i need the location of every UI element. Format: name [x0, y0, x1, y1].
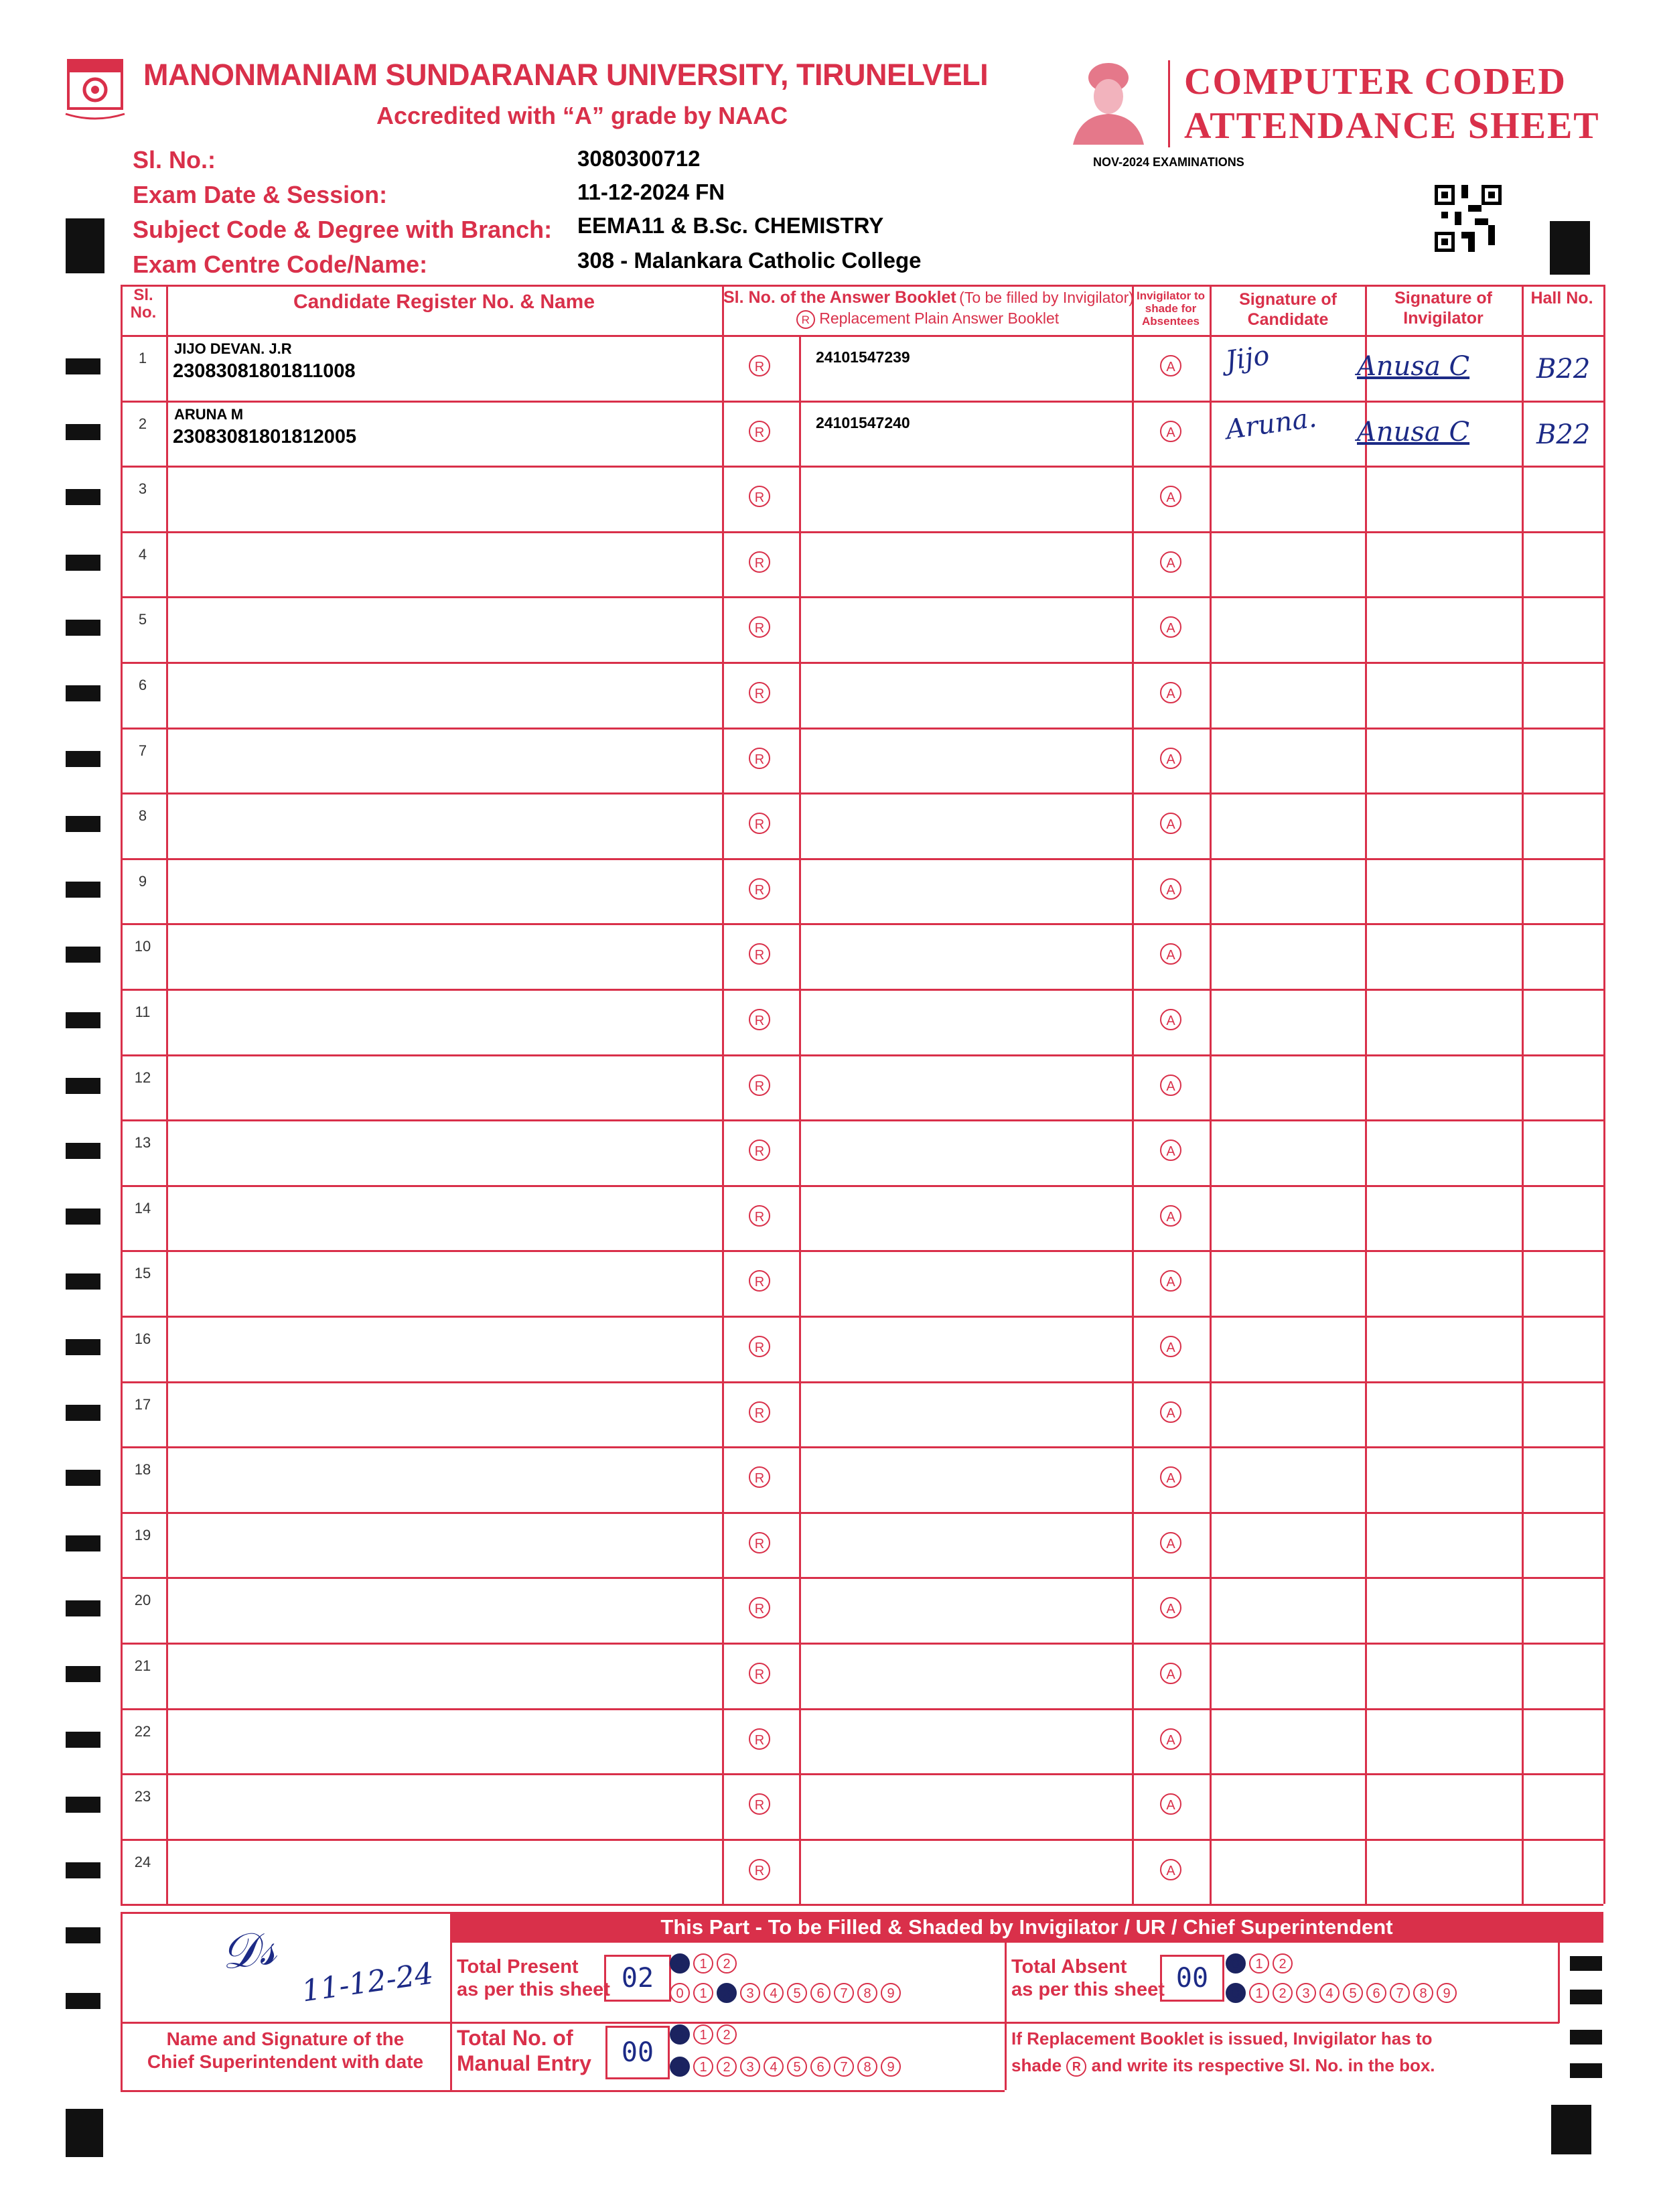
footer-bottom-line — [121, 2090, 1005, 2092]
row-divider — [121, 1054, 1603, 1056]
timing-mark — [66, 816, 100, 832]
row-divider — [121, 1446, 1603, 1448]
candidate-name: JIJO DEVAN. J.R — [174, 340, 292, 357]
sl-no-value: 3080300712 — [577, 146, 701, 171]
replacement-bubble[interactable]: R — [749, 813, 770, 834]
replacement-bubble[interactable]: R — [749, 551, 770, 573]
bubble-8[interactable]: 8 — [1413, 1983, 1433, 2003]
invigilator-signature: Anusa C — [1357, 416, 1470, 447]
row-sl-no: 5 — [138, 611, 147, 628]
replacement-bubble[interactable]: R — [749, 616, 770, 638]
qr-code — [1435, 185, 1502, 252]
col-booklet-note: (To be filled by Invigilator) — [959, 289, 1134, 306]
sheet-title-line1: COMPUTER CODED — [1184, 61, 1567, 102]
replacement-bubble[interactable]: R — [749, 1205, 770, 1227]
footer-divider — [1558, 1943, 1560, 2023]
answer-booklet-no[interactable]: 24101547239 — [816, 348, 910, 366]
absent-bubble[interactable]: A — [1160, 748, 1181, 769]
replacement-bubble[interactable]: R — [749, 355, 770, 376]
absent-bubble[interactable]: A — [1160, 1336, 1181, 1357]
manual-tens-bubbles[interactable] — [670, 2024, 740, 2045]
table-border-top — [121, 285, 1603, 287]
footer-mid-line — [121, 2022, 1559, 2024]
manual-units-bubbles[interactable] — [670, 2057, 904, 2077]
absent-bubble[interactable]: A — [1160, 1663, 1181, 1684]
row-sl-no: 17 — [134, 1395, 151, 1413]
replacement-symbol: R — [796, 310, 815, 329]
timing-mark — [1570, 1990, 1602, 2004]
absent-bubble[interactable]: A — [1160, 355, 1181, 376]
chief-label-line2: Chief Superintendent with date — [147, 2051, 424, 2072]
row-divider — [121, 531, 1603, 533]
bubble-4[interactable]: 4 — [764, 2057, 784, 2077]
bubble-0[interactable]: 0 — [670, 2024, 690, 2045]
chief-label-line1: Name and Signature of the — [166, 2028, 405, 2049]
col-booklet-header — [723, 288, 1132, 307]
bubble-2[interactable]: 2 — [1273, 1953, 1293, 1974]
replacement-bubble[interactable]: R — [749, 943, 770, 965]
timing-mark — [66, 1666, 100, 1682]
absent-bubble[interactable]: A — [1160, 813, 1181, 834]
timing-mark — [1570, 2030, 1602, 2045]
absent-bubble[interactable]: A — [1160, 1009, 1181, 1030]
bubble-2[interactable]: 2 — [717, 2024, 737, 2045]
row-divider — [121, 1643, 1603, 1645]
replacement-bubble[interactable]: R — [749, 1466, 770, 1488]
row-divider — [121, 466, 1603, 468]
column-divider — [1522, 285, 1524, 1904]
registration-mark — [66, 218, 104, 273]
replacement-bubble[interactable]: R — [749, 1139, 770, 1161]
timing-mark — [66, 1797, 100, 1813]
row-sl-no: 3 — [138, 480, 147, 498]
bubble-7[interactable]: 7 — [1390, 1983, 1410, 2003]
row-sl-no: 10 — [134, 938, 151, 955]
bubble-6[interactable]: 6 — [810, 2057, 830, 2077]
row-divider — [121, 1185, 1603, 1187]
replacement-bubble[interactable]: R — [749, 1401, 770, 1423]
replacement-bubble[interactable]: R — [749, 1532, 770, 1553]
absent-bubble[interactable]: A — [1160, 943, 1181, 965]
exam-date-value: 11-12-2024 FN — [577, 180, 725, 204]
manual-value-box[interactable]: 00 — [605, 2026, 670, 2079]
row-sl-no: 7 — [138, 742, 147, 759]
timing-mark — [66, 358, 100, 374]
bubble-1[interactable]: 1 — [693, 2024, 713, 2045]
row-sl-no: 24 — [134, 1853, 151, 1870]
replacement-bubble[interactable]: R — [749, 1793, 770, 1815]
timing-mark — [66, 424, 100, 440]
replacement-bubble[interactable]: R — [749, 748, 770, 769]
replacement-bubble[interactable]: R — [749, 1009, 770, 1030]
manual-label-line1: Total No. of — [457, 2026, 573, 2050]
founder-portrait — [1066, 58, 1151, 145]
timing-mark — [66, 1535, 100, 1551]
replacement-bubble[interactable]: R — [749, 682, 770, 703]
absent-bubble[interactable]: A — [1160, 1793, 1181, 1815]
registration-mark — [1550, 221, 1590, 275]
timing-mark — [66, 1927, 100, 1943]
candidate-signature: Aruna. — [1224, 402, 1319, 445]
present-tens-bubbles[interactable] — [670, 1953, 740, 1974]
footer-divider — [1005, 1943, 1007, 2090]
candidate-name: ARUNA M — [174, 405, 244, 423]
replacement-bubble[interactable]: R — [749, 1859, 770, 1880]
sheet-title-line2: ATTENDANCE SHEET — [1184, 105, 1600, 147]
absent-bubble[interactable]: A — [1160, 1401, 1181, 1423]
bubble-9[interactable]: 9 — [881, 2057, 901, 2077]
row-divider — [121, 1904, 1603, 1906]
row-divider — [121, 1839, 1603, 1841]
replacement-bubble[interactable]: R — [749, 878, 770, 900]
absent-bubble[interactable]: A — [1160, 551, 1181, 573]
column-divider — [1132, 285, 1134, 1904]
bubble-1[interactable]: 1 — [1249, 1953, 1269, 1974]
row-divider — [121, 401, 1603, 403]
chief-signature: 𝒟𝓈 — [218, 1919, 279, 1981]
row-sl-no: 11 — [135, 1004, 151, 1020]
replacement-note-shade: shade — [1011, 2055, 1062, 2075]
replacement-bubble[interactable]: R — [749, 1728, 770, 1750]
present-label-line2: as per this sheet — [457, 1979, 610, 2000]
timing-mark — [66, 1273, 100, 1290]
timing-mark — [66, 1470, 100, 1486]
row-sl-no: 2 — [138, 415, 147, 432]
row-divider — [121, 596, 1603, 598]
column-divider — [1210, 285, 1212, 1904]
row-divider — [121, 858, 1603, 860]
absent-bubble[interactable]: A — [1160, 1075, 1181, 1096]
bubble-3[interactable]: 3 — [740, 1983, 760, 2003]
subject-value: EEMA11 & B.Sc. CHEMISTRY — [577, 213, 884, 238]
timing-mark — [66, 1143, 100, 1159]
timing-mark — [66, 1339, 100, 1355]
bubble-7[interactable]: 7 — [834, 1983, 854, 2003]
absent-tens-bubbles[interactable] — [1226, 1953, 1296, 1974]
timing-mark — [66, 1078, 100, 1094]
row-divider — [121, 1577, 1603, 1579]
bubble-1[interactable]: 1 — [693, 2057, 713, 2077]
centre-label: Exam Centre Code/Name: — [133, 251, 428, 278]
row-sl-no: 18 — [134, 1461, 151, 1478]
hall-no: B22 — [1536, 354, 1591, 385]
absent-label-line1: Total Absent — [1011, 1956, 1127, 1978]
bubble-1[interactable]: 1 — [693, 1953, 713, 1974]
row-sl-no: 9 — [138, 872, 147, 890]
table-header-divider — [121, 335, 1603, 337]
answer-booklet-no[interactable]: 24101547240 — [816, 413, 910, 431]
absent-value-box[interactable]: 00 — [1160, 1955, 1224, 2002]
replacement-bubble[interactable]: R — [749, 1075, 770, 1096]
row-divider — [121, 1773, 1603, 1775]
candidate-signature: Jijo — [1224, 340, 1272, 377]
absent-bubble[interactable]: A — [1160, 1466, 1181, 1488]
replacement-bubble[interactable]: R — [749, 1597, 770, 1618]
row-sl-no: 16 — [134, 1330, 151, 1347]
row-sl-no: 13 — [134, 1134, 151, 1152]
timing-mark — [66, 1993, 100, 2009]
footer-band: This Part - To be Filled & Shaded by Invigilator / UR / Chief Superintendent — [450, 1912, 1603, 1943]
row-sl-no: 4 — [138, 545, 147, 563]
row-sl-no: 15 — [134, 1265, 151, 1282]
bubble-7[interactable]: 7 — [834, 2057, 854, 2077]
row-sl-no: 12 — [134, 1068, 151, 1086]
timing-mark — [66, 1012, 100, 1028]
row-sl-no: 20 — [134, 1592, 151, 1609]
row-divider — [121, 1381, 1603, 1383]
bubble-5[interactable]: 5 — [787, 1983, 807, 2003]
absent-bubble[interactable]: A — [1160, 878, 1181, 900]
bubble-5[interactable]: 5 — [1343, 1983, 1363, 2003]
university-name: MANONMANIAM SUNDARANAR UNIVERSITY, TIRUNELVELI — [143, 58, 989, 92]
exam-date-label: Exam Date & Session: — [133, 181, 388, 208]
row-divider — [121, 1708, 1603, 1710]
col-booklet-title: Sl. No. of the Answer Booklet — [723, 288, 956, 307]
university-logo — [62, 56, 129, 130]
col-candidate-header: Candidate Register No. & Name — [293, 291, 595, 313]
row-sl-no: 8 — [138, 807, 147, 825]
replacement-note-line1: If Replacement Booklet is issued, Invigilator has to — [1011, 2028, 1433, 2049]
timing-mark — [66, 620, 100, 636]
row-divider — [121, 662, 1603, 664]
bubble-9[interactable]: 9 — [881, 1983, 901, 2003]
row-divider — [121, 1316, 1603, 1318]
col-booklet-sub-text: Replacement Plain Answer Booklet — [819, 309, 1060, 327]
replacement-bubble[interactable]: R — [749, 1336, 770, 1357]
absent-bubble[interactable]: A — [1160, 421, 1181, 442]
timing-mark — [66, 947, 100, 963]
row-sl-no: 14 — [134, 1199, 151, 1217]
bubble-9[interactable]: 9 — [1437, 1983, 1457, 2003]
col-hall-header: Hall No. — [1530, 289, 1593, 307]
replacement-note-rest: and write its respective Sl. No. in the box. — [1091, 2055, 1435, 2075]
column-divider — [722, 285, 724, 1904]
present-label-line1: Total Present — [457, 1956, 579, 1978]
col-sl-header: Sl. No. — [130, 286, 157, 322]
column-divider — [1365, 285, 1367, 1904]
timing-mark — [66, 1405, 100, 1421]
registration-mark — [66, 2109, 103, 2157]
bubble-3[interactable]: 3 — [740, 2057, 760, 2077]
timing-mark — [1570, 1956, 1602, 1971]
bubble-0[interactable]: 0 — [1226, 1983, 1246, 2003]
absent-units-bubbles[interactable] — [1226, 1983, 1460, 2003]
absent-label-line2: as per this sheet — [1011, 1979, 1165, 2000]
hall-no: B22 — [1536, 419, 1591, 450]
row-divider — [121, 1512, 1603, 1514]
absent-bubble[interactable]: A — [1160, 1859, 1181, 1880]
col-sig-cand-header: Signature of Candidate — [1239, 290, 1337, 329]
timing-mark — [66, 882, 100, 898]
timing-mark — [66, 685, 100, 701]
timing-mark — [1570, 2063, 1602, 2078]
chief-signature-date: 11-12-24 — [299, 1956, 436, 2009]
row-sl-no: 19 — [134, 1526, 151, 1543]
row-divider — [121, 1250, 1603, 1252]
column-divider — [799, 335, 801, 1904]
row-divider — [121, 792, 1603, 794]
registration-mark — [1551, 2105, 1591, 2154]
row-sl-no: 6 — [138, 677, 147, 693]
title-divider — [1168, 60, 1170, 147]
bubble-2[interactable]: 2 — [1273, 1983, 1293, 2003]
bubble-1[interactable]: 1 — [693, 1983, 713, 2003]
col-sig-invig-header: Signature of Invigilator — [1394, 289, 1492, 328]
replacement-symbol: R — [1066, 2057, 1086, 2077]
column-divider — [166, 285, 168, 1904]
absent-bubble[interactable]: A — [1160, 1728, 1181, 1750]
row-divider — [121, 728, 1603, 730]
bubble-2[interactable]: 2 — [717, 1953, 737, 1974]
candidate-register-no: 23083081801812005 — [173, 425, 357, 447]
exam-session: NOV-2024 EXAMINATIONS — [1093, 155, 1244, 169]
replacement-note-line2 — [1011, 2055, 1435, 2077]
bubble-4[interactable]: 4 — [764, 1983, 784, 2003]
row-sl-no: 21 — [134, 1657, 151, 1674]
invigilator-signature: Anusa C — [1357, 351, 1470, 382]
bubble-6[interactable]: 6 — [810, 1983, 830, 2003]
bubble-0[interactable]: 0 — [1226, 1953, 1246, 1974]
absent-bubble[interactable]: A — [1160, 1205, 1181, 1227]
absent-bubble[interactable]: A — [1160, 1532, 1181, 1553]
absent-bubble[interactable]: A — [1160, 1597, 1181, 1618]
bubble-3[interactable]: 3 — [1296, 1983, 1316, 2003]
replacement-bubble[interactable]: R — [749, 421, 770, 442]
bubble-2[interactable]: 2 — [717, 2057, 737, 2077]
sl-no-label: Sl. No.: — [133, 146, 216, 174]
present-units-bubbles[interactable] — [670, 1983, 904, 2003]
bubble-0[interactable]: 0 — [670, 1983, 690, 2003]
replacement-bubble[interactable]: R — [749, 1270, 770, 1292]
absent-bubble[interactable]: A — [1160, 616, 1181, 638]
timing-mark — [66, 489, 100, 505]
absent-bubble[interactable]: A — [1160, 1139, 1181, 1161]
bubble-0[interactable]: 0 — [670, 1953, 690, 1974]
timing-mark — [66, 1208, 100, 1225]
timing-mark — [66, 555, 100, 571]
subject-label: Subject Code & Degree with Branch: — [133, 216, 553, 243]
bubble-6[interactable]: 6 — [1366, 1983, 1386, 2003]
row-divider — [121, 923, 1603, 925]
replacement-bubble[interactable]: R — [749, 486, 770, 507]
row-sl-no: 23 — [134, 1788, 151, 1805]
bubble-0[interactable]: 0 — [670, 2057, 690, 2077]
row-divider — [121, 989, 1603, 991]
replacement-bubble[interactable]: R — [749, 1663, 770, 1684]
manual-label-line2: Manual Entry — [457, 2051, 591, 2075]
bubble-8[interactable]: 8 — [857, 2057, 877, 2077]
row-divider — [121, 1119, 1603, 1121]
timing-mark — [66, 1732, 100, 1748]
col-booklet-sub — [723, 309, 1132, 329]
col-invig-header: Invigilator to shade for Absentees — [1137, 289, 1205, 328]
bubble-2[interactable]: 2 — [717, 1983, 737, 2003]
accreditation: Accredited with “A” grade by NAAC — [376, 102, 788, 129]
timing-mark — [66, 1600, 100, 1616]
bubble-8[interactable]: 8 — [857, 1983, 877, 2003]
row-sl-no: 1 — [138, 350, 147, 366]
bubble-5[interactable]: 5 — [787, 2057, 807, 2077]
bubble-1[interactable]: 1 — [1249, 1983, 1269, 2003]
candidate-register-no: 23083081801811008 — [173, 360, 356, 382]
absent-bubble[interactable]: A — [1160, 1270, 1181, 1292]
column-divider — [1603, 285, 1605, 1904]
bubble-4[interactable]: 4 — [1319, 1983, 1340, 2003]
absent-bubble[interactable]: A — [1160, 682, 1181, 703]
centre-value: 308 - Malankara Catholic College — [577, 248, 922, 273]
present-value-box[interactable]: 02 — [604, 1955, 671, 2002]
timing-mark — [66, 751, 100, 767]
absent-bubble[interactable]: A — [1160, 486, 1181, 507]
timing-mark — [66, 1862, 100, 1878]
row-sl-no: 22 — [134, 1722, 151, 1740]
